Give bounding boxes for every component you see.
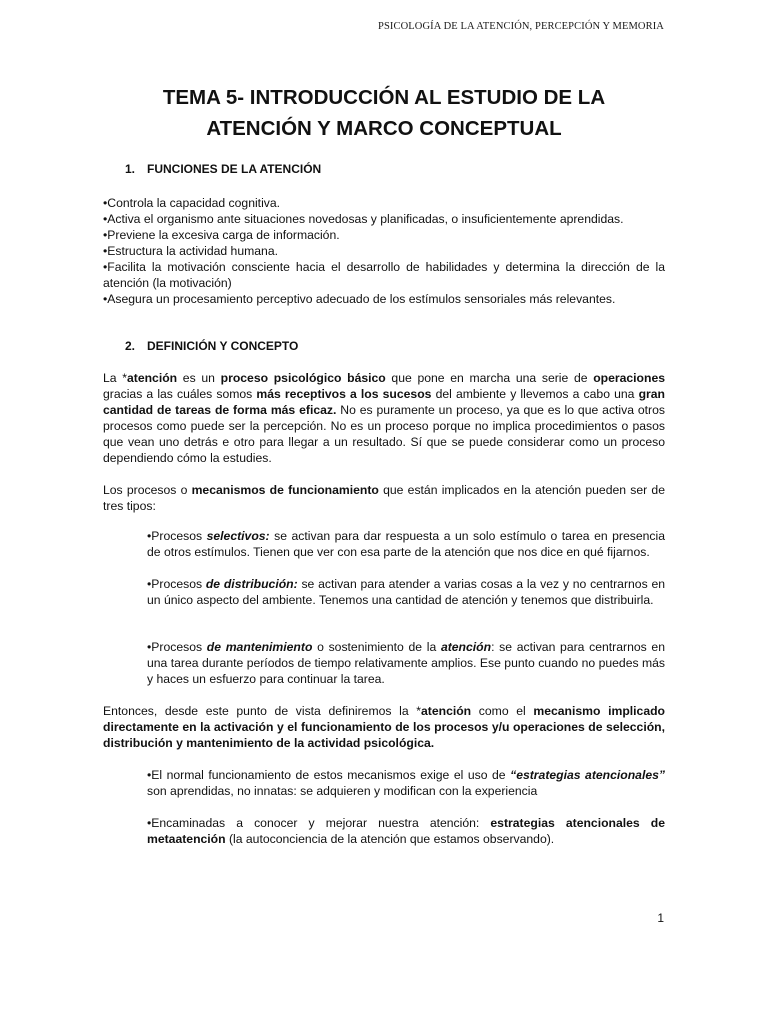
bold-run: atención <box>127 371 178 385</box>
text-run: •Procesos <box>147 577 206 591</box>
item-selective-processes <box>147 528 665 560</box>
paragraph-mechanisms <box>103 482 665 514</box>
page-number: 1 <box>657 911 664 925</box>
running-header: PSICOLOGÍA DE LA ATENCIÓN, PERCEPCIÓN Y MEMORIA <box>378 21 664 32</box>
section-1-number: 1. <box>125 162 136 176</box>
text-run: gracias a las cuáles somos <box>103 387 257 401</box>
bold-italic-run: atención <box>440 640 492 654</box>
page-title <box>0 82 768 144</box>
bold-run: operaciones <box>593 371 666 385</box>
section-2-heading <box>125 339 298 353</box>
bullet-item: •Estructura la actividad humana. <box>103 244 278 258</box>
text-run: La * <box>103 371 127 385</box>
bold-run: mecanismos de funcionamiento <box>191 483 379 497</box>
bold-run: atención <box>421 704 472 718</box>
text-run: Entonces, desde este punto de vista definiremos la * <box>103 704 422 718</box>
text-run: del ambiente y llevemos a cabo una <box>431 387 639 401</box>
text-run: •Encaminadas a conocer y mejorar nuestra atención: <box>147 816 491 830</box>
bold-italic-run: de distribución: <box>205 577 298 591</box>
bold-italic-run: “estrategias atencionales” <box>510 768 665 782</box>
bold-run: estrategias atencionales de metaatención <box>147 816 665 846</box>
text-run: como el <box>471 704 534 718</box>
paragraph-attention-definition <box>103 703 665 751</box>
bullet-item: •Asegura un procesamiento perceptivo adecuado de los estímulos sensoriales más relevantes. <box>103 292 616 306</box>
text-run: •Procesos <box>147 640 207 654</box>
text-run: Los procesos o <box>103 483 192 497</box>
text-run: son aprendidas, no innatas: se adquieren y modifican con la experiencia <box>147 784 538 798</box>
paragraph-definition <box>103 370 665 466</box>
item-metaattention <box>147 815 665 847</box>
bold-italic-run: de mantenimiento <box>206 640 313 654</box>
section-1-heading <box>125 162 321 176</box>
bullet-item: •Previene la excesiva carga de información. <box>103 228 340 242</box>
text-run: o sostenimiento de la <box>312 640 441 654</box>
bold-italic-run: selectivos: <box>206 529 270 543</box>
text-run: No es puramente un proceso, ya que es lo que activa otros procesos como puede ser la percepción. No es un proceso porque no implica procedimientos o pasos que vean uno detrás e otro para llegar a un resultado. Sí que se puede considerar como un proceso dependiendo cómo la estudies. <box>103 403 665 465</box>
title-line-2: ATENCIÓN Y MARCO CONCEPTUAL <box>206 117 562 140</box>
bullet-item: •Activa el organismo ante situaciones novedosas y planificadas, o insuficientemente aprendidas. <box>103 212 624 226</box>
bullet-item: •Controla la capacidad cognitiva. <box>103 196 281 210</box>
text-run: es un <box>177 371 221 385</box>
bullet-item: •Facilita la motivación consciente hacia el desarrollo de habilidades y determina la dirección de la atención (la motivación) <box>103 260 665 290</box>
section-1-bullets <box>103 195 665 307</box>
bold-run: proceso psicológico básico <box>220 371 386 385</box>
item-distribution-processes <box>147 576 665 608</box>
item-attentional-strategies <box>147 767 665 799</box>
bold-run: más receptivos a los sucesos <box>256 387 432 401</box>
title-line-1: TEMA 5- INTRODUCCIÓN AL ESTUDIO DE LA <box>162 86 606 109</box>
bold-run: gran cantidad de tareas de forma más eficaz. <box>103 387 665 417</box>
item-maintenance-processes <box>147 639 665 687</box>
section-2-number: 2. <box>125 339 136 353</box>
text-run: que están implicados en la atención pueden ser de tres tipos: <box>103 483 665 513</box>
text-run: : se activan para centrarnos en una tarea durante períodos de tiempo relativamente amplios. Ese punto cuando no puedes más y haces un esfuerzo para continuar la tarea. <box>147 640 665 686</box>
bold-run: mecanismo implicado directamente en la activación y el funcionamiento de los procesos y/u operaciones de selección, distribución y mantenimiento de la actividad psicológica. <box>103 704 665 750</box>
text-run: se activan para atender a varias cosas a la vez y no centrarnos en un único aspecto del ambiente. Tenemos una cantidad de atención y tenemos que distribuirla. <box>147 577 665 607</box>
text-run: (la autoconciencia de la atención que estamos observando). <box>225 832 555 846</box>
text-run: •El normal funcionamiento de estos mecanismos exige el uso de <box>147 768 511 782</box>
text-run: •Procesos <box>147 529 207 543</box>
text-run: se activan para dar respuesta a un solo estímulo o tarea en presencia de otros estímulos. Tienen que ver con esa parte de la atención que nos dice en qué fijarnos. <box>147 529 665 559</box>
section-1-title: FUNCIONES DE LA ATENCIÓN <box>147 162 322 176</box>
text-run: que pone en marcha una serie de <box>385 371 594 385</box>
section-2-title: DEFINICIÓN Y CONCEPTO <box>147 339 299 353</box>
